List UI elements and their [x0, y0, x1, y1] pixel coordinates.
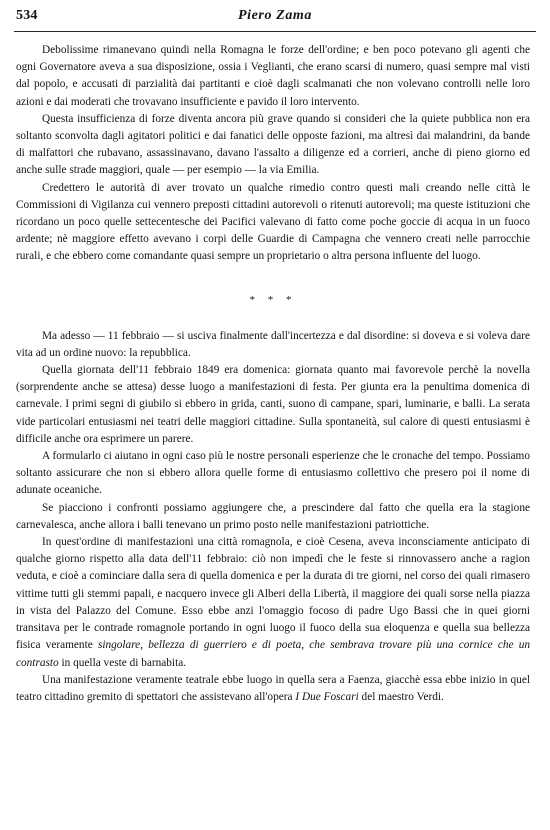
- text-run: del maestro Verdi.: [358, 690, 444, 703]
- paragraph: Quella giornata dell'11 febbraio 1849 era domenica: giornata quanto mai favorevole perchè la novella (sorprendente anche se attesa) desse luogo a manifestazioni di festa. Per giunta era la penultima domenica di carnevale. I primi segni di giubilo si ebbero in grida, canti, suono di campane, spari, luminarie, e balli. La serata vide particolari entusiasmi nei teatri delle maggiori cittadine. Sulla spontaneità, sul calore di questi entusiasmi è difficile anche ora esprimere un parere.: [16, 364, 530, 445]
- italic-run: singolare, bellezza di guerriero e di poeta, che sembrava trovare più una cornice che un contrasto: [16, 639, 531, 669]
- paragraph: [16, 534, 530, 672]
- paragraph: A formularlo ci aiutano in ogni caso più le nostre personali esperienze che le cronache del tempo. Possiamo soltanto assicurare che non si ebbero allora quelle forme di entusiasmo collettivo che presero poi il nome di adunate oceaniche.: [16, 450, 530, 497]
- page-number: 534: [16, 8, 38, 23]
- paragraph: Credettero le autorità di aver trovato un qualche rimedio contro questi mali creando nelle città le Commissioni di Vigilanza cui vennero preposti cittadini autorevoli o ritenuti autorevoli; ma queste istituzioni che ricordano un poco quelle settecentesche dei Pacifici valevano di fatto come poche goccie di acqua in un fuoco ardente; nè maggiore effetto avevano i corpi delle Guardie di Campagna che vennero creati nelle parrocchie rurali, e che ebbero come comandante quasi sempre un proprietario o altra persona influente del luogo.: [16, 181, 530, 263]
- paragraph: Ma adesso — 11 febbraio — si usciva finalmente dall'incertezza e dal disordine: si doveva e si voleva dare vita ad un ordine nuovo: la repubblica.: [16, 329, 530, 359]
- paragraph: [16, 672, 530, 706]
- running-title: Piero Zama: [237, 8, 313, 23]
- section-separator: * * *: [249, 293, 297, 306]
- text-run: In quest'ordine di manifestazioni una città romagnola, e cioè Cesena, aveva inconsciamente anticipato di qualche giorno rispetto alla data dell'11 febbraio: ciò non impedì che le feste si rinnovassero anche a ragion veduta, e cioè a cominciare dalla sera di quella domenica e per la durata di tre giorni, nel corso dei quali rimasero vittime tutti gli stemmi papali, e nacquero invece gli Alberi della Libertà, il maggiore dei quali sorse nella piazza in vista del Palazzo del Comune. Esso ebbe anzi l'omaggio focoso di padre Ugo Bassi che in quei giorni transitava per le contrade romagnole portando in ogni luogo il fuoco della sua eloquenza e quella sua bellezza fisica veramente: [16, 536, 530, 652]
- header-rule: [14, 31, 536, 32]
- page-header: [0, 0, 550, 36]
- paragraph: Se piacciono i confronti possiamo aggiungere che, a prescindere dal fatto che quella era la stagione carnevalesca, anche allora i balli tenevano un primo posto nelle manifestazioni patriottiche.: [16, 501, 530, 531]
- text-run: Una manifestazione veramente teatrale ebbe luogo in quella sera a Faenza, giacchè essa ebbe inizio in quel teatro cittadino gremito di spettatori che assistevano all'opera: [16, 673, 530, 703]
- page-body: [16, 42, 530, 706]
- paragraph: Questa insufficienza di forze diventa ancora più grave quando si consideri che la quiete pubblica non era soltanto sconvolta dagli agitatori politici e dai fanatici delle opposte fazioni, ma altresì dai malandrini, da bande di malfattori che rubavano, assassinavano, davano l'assalto a diligenze ed a corrieri, anche di pieno giorno ed anche sulle strade maggiori, quale — per esempio — la via Emilia.: [16, 112, 530, 177]
- text-run: in quella veste di barnabita.: [58, 656, 187, 669]
- opera-title: I Due Foscari: [295, 690, 359, 703]
- paragraph: Debolissime rimanevano quindi nella Romagna le forze dell'ordine; e ben poco potevano gli agenti che ogni Governatore aveva a sua disposizione, ossia i Veglianti, che erano scarsi di numero, quasi sempre mal visti dal popolo, e accusati di parzialità dai partitanti e cioè dagli scalmanati che non volevano controlli nelle loro azioni e dai moderati che trovavano insufficiente e pavido il loro intervento.: [16, 44, 530, 108]
